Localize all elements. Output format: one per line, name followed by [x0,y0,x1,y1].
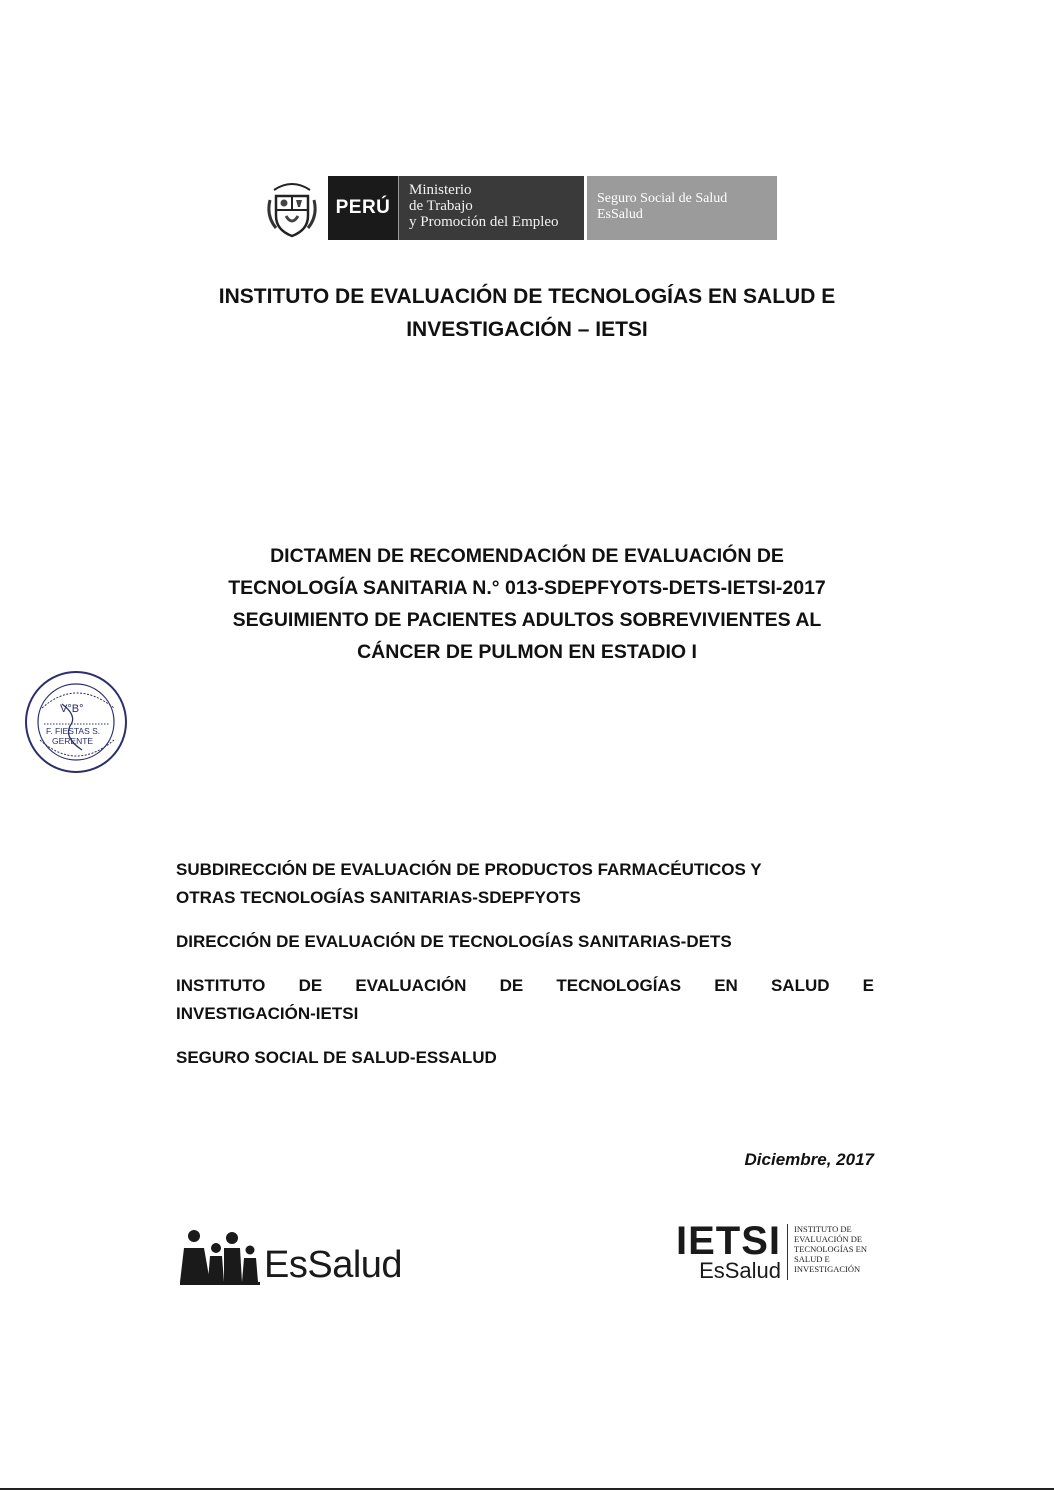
document-date: Diciembre, 2017 [744,1150,874,1169]
ministry-line: Ministerio [409,182,472,198]
ietsi-wordmark [676,1219,782,1283]
ietsi-logo [676,1219,880,1283]
institute-title-line: INVESTIGACIÓN – IETSI [406,318,648,341]
author-subdireccion [176,856,874,912]
peru-label: PERÚ [328,176,398,240]
ietsi-desc-line: SALUD E [794,1254,830,1264]
author-seguro: SEGURO SOCIAL DE SALUD-ESSALUD [176,1048,497,1067]
essalud-logo [180,1220,402,1286]
dictamen-title [150,540,904,668]
ministry-line: y Promoción del Empleo [409,214,559,230]
dictamen-line: TECNOLOGÍA SANITARIA N.° 013-SDEPFYOTS-DETS-IETSI-2017 [228,577,826,599]
government-banner [266,176,777,240]
dictamen-line: DICTAMEN DE RECOMENDACIÓN DE EVALUACIÓN DE [270,545,784,567]
institute-title [150,280,904,346]
author-instituto [176,972,874,1028]
ietsi-divider [787,1224,788,1280]
ietsi-desc-line: INVESTIGACIÓN [794,1264,861,1274]
dictamen-line: SEGUIMIENTO DE PACIENTES ADULTOS SOBREVIVIENTES AL [232,609,822,631]
word: SALUD [770,976,830,995]
ietsi-desc-line: TECNOLOGÍAS EN [794,1244,867,1254]
stamp-name: F. FIESTAS S. [46,726,101,736]
ietsi-acronym: IETSI [676,1219,782,1263]
essalud-wordmark: EsSalud [264,1244,403,1286]
word: DE [298,976,323,995]
word: DE [499,976,524,995]
seguro-social-name [587,176,777,240]
scan-edge-line [0,1488,1054,1490]
dictamen-line: CÁNCER DE PULMON EN ESTADIO I [357,641,697,663]
ministry-name [398,176,584,240]
ietsi-description [794,1222,880,1282]
word: E [862,976,874,995]
author-line: INVESTIGACIÓN-IETSI [176,1004,359,1023]
stamp-role: GERENTE [52,736,94,746]
word: EN [714,976,738,995]
word: INSTITUTO [176,976,266,995]
word: TECNOLOGÍAS [556,976,682,995]
ietsi-desc-line: EVALUACIÓN DE [794,1234,863,1244]
seguro-line: Seguro Social de Salud [597,191,728,206]
word: EVALUACIÓN [355,976,467,995]
approval-stamp [22,668,130,776]
ietsi-essalud: EsSalud [699,1258,782,1283]
stamp-vb: V°B° [60,703,84,715]
author-instituto-line [176,972,874,1000]
institute-title-line: INSTITUTO DE EVALUACIÓN DE TECNOLOGÍAS EN SALUD E [218,285,836,308]
authors-block [176,856,874,1088]
author-line: SUBDIRECCIÓN DE EVALUACIÓN DE PRODUCTOS FARMACÉUTICOS Y [176,860,762,879]
peru-coat-of-arms-icon [266,176,318,240]
author-line: OTRAS TECNOLOGÍAS SANITARIAS-SDEPFYOTS [176,888,581,907]
family-figures-icon [180,1228,260,1286]
ministry-line: de Trabajo [409,198,473,214]
author-direccion: DIRECCIÓN DE EVALUACIÓN DE TECNOLOGÍAS SANITARIAS-DETS [176,932,732,951]
seguro-line: EsSalud [597,207,643,222]
ietsi-desc-line: INSTITUTO DE [794,1224,852,1234]
